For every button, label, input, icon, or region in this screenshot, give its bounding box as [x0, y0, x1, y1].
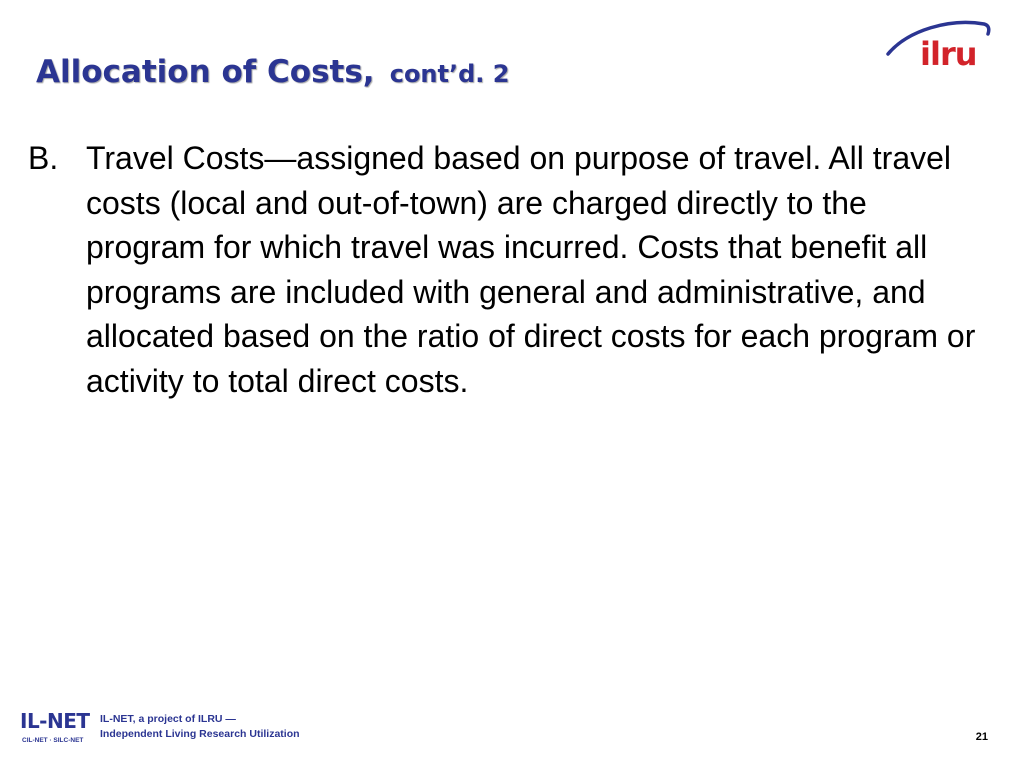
ilnet-subline: CIL-NET · SILC-NET [22, 737, 84, 744]
footer-tagline-line-1: IL-NET, a project of ILRU — [100, 713, 236, 725]
slide-title [36, 52, 509, 90]
footer-tagline-line-2: Independent Living Research Utilization [100, 728, 300, 740]
list-item-b [28, 136, 988, 403]
slide-title-sub: cont’d. 2 [389, 60, 510, 88]
ilru-wordmark: ilru [920, 35, 977, 73]
footer-tagline [100, 712, 300, 742]
ilnet-wordmark: IL-NET [20, 709, 90, 733]
footer-logo [14, 707, 314, 751]
body-list [28, 136, 988, 403]
page-number: 21 [975, 731, 988, 743]
slide-title-main: Allocation of Costs, [36, 54, 375, 90]
ilru-logo [884, 16, 994, 72]
list-item-marker: B. [28, 140, 59, 176]
list-item-text: Travel Costs—assigned based on purpose of travel. All travel costs (local and out-of-town) are charged directly to the program for which travel was incurred. Costs that benefit all programs are included with general and administrative, and allocated based on the ratio of direct costs for each program or activity to total direct costs. [86, 140, 976, 399]
